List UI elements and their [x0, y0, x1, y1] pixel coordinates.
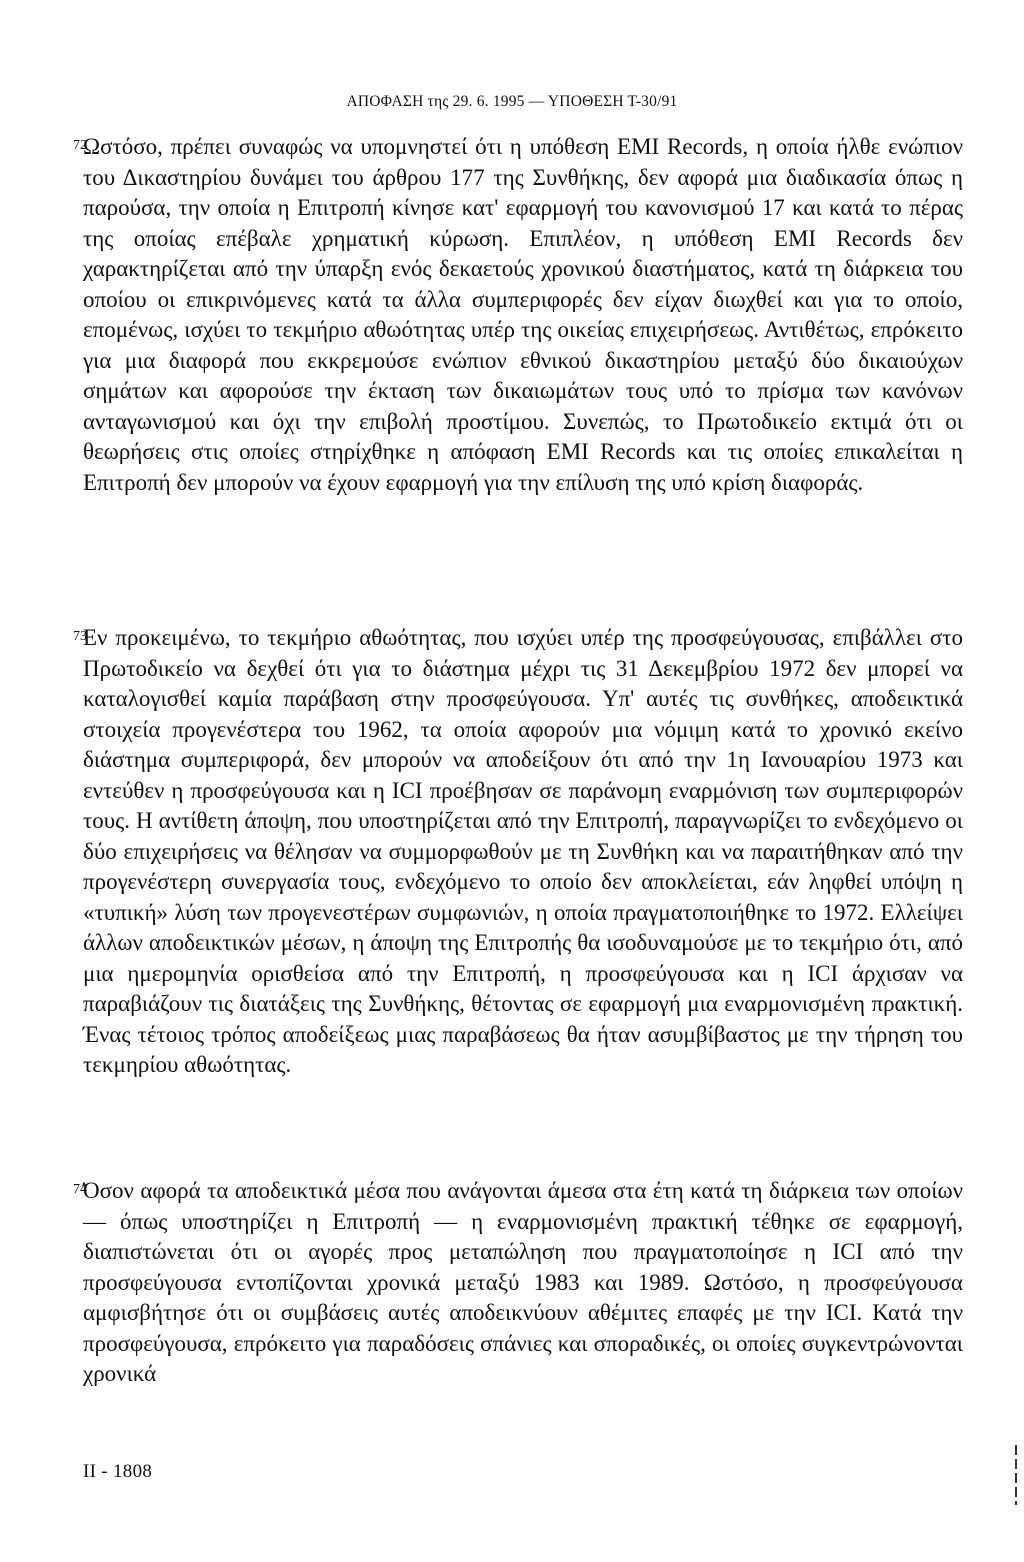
paragraph-text: Εν προκειμένω, το τεκμήριο αθωότητας, που ισχύει υπέρ της προσφεύγουσας, επιβάλλει στο Πρωτοδικείο να δεχθεί ότι για το διάστημα μέχρι τις 31 Δεκεμβρίου 1972 δεν μπορεί να καταλογισθεί καμία παράβαση στην προσφεύγουσα. Υπ' αυτές τις συνθήκες, αποδεικτικά στοιχεία προγενέστερα του 1962, τα οποία αφορούν μια νόμιμη κατά το χρονικό εκείνο διάστημα συμπεριφορά, δεν μπορούν να αποδείξουν ότι από την 1η Ιανουαρίου 1973 και εντεύθεν η προσφεύγουσα και η ICI προέβησαν σε παράνομη εναρμόνιση των συμπεριφορών τους. Η αντίθετη άποψη, που υποστηρίζεται από την Επιτροπή, παραγνωρίζει το ενδεχόμενο οι δύο επιχειρήσεις να θέλησαν να συμμορφωθούν με τη Συνθήκη και να παραιτήθηκαν από την προγενέστερη συνεργασία τους, ενδεχόμενο το οποίο δεν αποκλείεται, εάν ληφθεί υπόψη η «τυπική» λύση των προγενεστέρων συμφωνιών, η οποία πραγματοποιήθηκε το 1972. Ελλείψει άλλων αποδεικτικών μέσων, η άποψη της Επιτροπής θα ισοδυναμούσε με το τεκμήριο ότι, από μια ημερομηνία ορισθείσα από την Επιτροπή, η προσφεύγουσα και η ICI άρχισαν να παραβιάζουν τις διατάξεις της Συνθήκης, θέτοντας σε εφαρμογή μια εναρμονισμένη πρακτική. Ένας τέτοιος τρόπος αποδείξεως μιας παραβάσεως θα ήταν ασυμβίβαστος με την τήρηση του τεκμηρίου αθωότητας. [83, 625, 963, 1077]
paragraph-text: Ωστόσο, πρέπει συναφώς να υπομνηστεί ότι η υπόθεση EMI Records, η οποία ήλθε ενώπιον του Δικαστηρίου δυνάμει του άρθρου 177 της Συνθήκης, δεν αφορά μια διαδικασία όπως η παρούσα, την οποία η Επιτροπή κίνησε κατ' εφαρμογή του κανονισμού 17 και κατά το πέρας της οποίας επέβαλε χρηματική κύρωση. Επιπλέον, η υπόθεση EMI Records δεν χαρακτηρίζεται από την ύπαρξη ενός δεκαετούς χρονικού διαστήματος, κατά τη διάρκεια του οποίου οι επικρινόμενες κατά τα άλλα συμπεριφορές δεν είχαν διωχθεί και για το οποίο, επομένως, ισχύει το τεκμήριο αθωότητας υπέρ της οικείας επιχειρήσεως. Αντιθέτως, επρόκειτο για μια διαφορά που εκκρεμούσε ενώπιον εθνικού δικαστηρίου μεταξύ δύο δικαιούχων σημάτων και αφορούσε την έκταση των δικαιωμάτων τους υπό το πρίσμα των κανόνων ανταγωνισμού και όχι την επιβολή προστίμου. Συνεπώς, το Πρωτοδικείο εκτιμά ότι οι θεωρήσεις στις οποίες στηρίχθηκε η απόφαση EMI Records και τις οποίες επικαλείται η Επιτροπή δεν μπορούν να έχουν εφαρμογή για την επίλυση της υπό κρίση διαφοράς. [83, 134, 963, 495]
paragraph-72 [73, 132, 963, 498]
paragraph-74 [73, 1176, 963, 1390]
paragraph-73 [73, 623, 963, 1081]
paragraph-number: 73 [73, 629, 87, 644]
scan-edge-mark [1015, 1445, 1017, 1505]
running-header: ΑΠΟΦΑΣΗ της 29. 6. 1995 — ΥΠΟΘΕΣΗ Τ-30/91 [346, 93, 678, 110]
page-number: II - 1808 [83, 1461, 153, 1482]
paragraph-number: 72 [73, 138, 87, 153]
paragraph-text: Όσον αφορά τα αποδεικτικά μέσα που ανάγονται άμεσα στα έτη κατά τη διάρκεια των οποίων — όπως υποστηρίζει η Επιτροπή — η εναρμονισμένη πρακτική τέθηκε σε εφαρμογή, διαπιστώνεται ότι οι αγορές προς μεταπώληση που πραγματοποίησε η ICI από την προσφεύγουσα εντοπίζονται χρονικά μεταξύ 1983 και 1989. Ωστόσο, η προσφεύγουσα αμφισβήτησε ότι οι συμβάσεις αυτές αποδεικνύουν αθέμιτες επαφές με την ICI. Κατά την προσφεύγουσα, επρόκειτο για παραδόσεις σπάνιες και σποραδικές, οι οποίες συγκεντρώνονται χρονικά [83, 1178, 963, 1386]
paragraph-number: 74 [73, 1182, 87, 1197]
